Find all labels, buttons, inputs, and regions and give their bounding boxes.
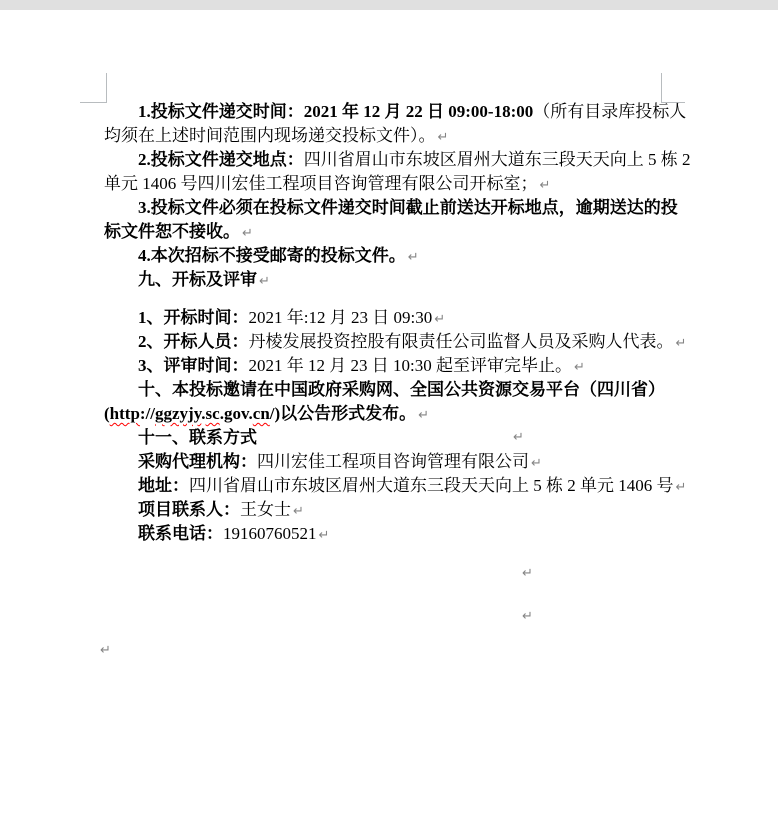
para-procurement-agency: [104, 450, 664, 474]
para-deadline-notice-line1: [104, 196, 678, 220]
para-announcement-line1: [104, 378, 664, 402]
url-segment-cn: cn: [252, 404, 270, 423]
document-body: [104, 100, 691, 546]
pilcrow-mark: ↵: [259, 274, 270, 289]
opening-time-value: 2021 年:12 月 23 日 09:30: [248, 308, 433, 327]
url-segment-gov: .gov.: [219, 404, 253, 423]
contact-phone-value: 19160760521: [223, 524, 317, 543]
bid-submission-place-label: 2.投标文件递交地点：: [138, 150, 304, 169]
pilcrow-mark: ↵: [293, 504, 304, 519]
url-segment-http: http: [109, 404, 140, 423]
editor-top-band: [0, 0, 778, 10]
para-deadline-notice-line2: [104, 220, 664, 244]
pilcrow-mark: ↵: [513, 430, 524, 445]
url-dot: .: [201, 404, 206, 423]
procurement-agency-value: 四川宏佳工程项目咨询管理有限公司: [257, 452, 529, 471]
para-bid-submission-time-line1: [104, 100, 687, 124]
no-mail-notice-text: 4.本次招标不接受邮寄的投标文件。: [138, 246, 406, 265]
heading-contact-info: [104, 426, 664, 450]
bid-submission-time-value: 2021 年 12 月 22 日 09:00-18:00: [303, 102, 534, 121]
heading-contact-info-text: 十一、联系方式: [138, 428, 257, 447]
address-label: 地址：: [138, 476, 189, 495]
para-contact-person: [104, 498, 664, 522]
text-boundary-mark-right-vertical: [661, 73, 662, 103]
review-time-label: 3、评审时间：: [138, 356, 249, 375]
pilcrow-mark: ↵: [418, 408, 430, 423]
heading-bid-opening-review-text: 九、开标及评审: [138, 270, 257, 289]
deadline-notice-end: 标文件恕不接收。: [104, 222, 240, 241]
opening-staff-label: 2、开标人员：: [138, 332, 249, 351]
pilcrow-mark: ↵: [434, 312, 446, 327]
para-review-time: [104, 354, 664, 378]
para-no-mail-notice: [104, 244, 664, 268]
contact-phone-label: 联系电话：: [138, 524, 223, 543]
url-close-paren: /): [269, 404, 281, 423]
address-value: 四川省眉山市东坡区眉州大道东三段天天向上 5 栋 2 单元 1406 号: [189, 476, 674, 495]
pilcrow-mark: ↵: [522, 566, 533, 581]
contact-person-label: 项目联系人：: [138, 500, 240, 519]
text-boundary-mark-left-horizontal: [80, 102, 107, 103]
heading-bid-opening-review: [104, 268, 664, 292]
url-open-paren: (: [104, 404, 110, 423]
para-address: [104, 474, 687, 498]
bid-submission-time-note-end: 均须在上述时间范围内现场递交投标文件）。: [104, 126, 436, 145]
procurement-agency-label: 采购代理机构：: [138, 452, 257, 471]
pilcrow-mark: ↵: [242, 226, 253, 241]
pilcrow-mark: ↵: [522, 609, 533, 624]
bid-submission-place-value-start: 四川省眉山市东坡区眉州大道东三段天天向上 5 栋 2: [303, 150, 691, 169]
url-segment-ggzyjy: ggzyjy: [155, 404, 202, 423]
pilcrow-mark: ↵: [318, 528, 330, 543]
opening-time-label: 1、开标时间：: [138, 308, 249, 327]
pilcrow-mark: ↵: [100, 643, 111, 658]
para-bid-submission-place-line1: [104, 148, 691, 172]
announcement-text-end: 以公告形式发布。: [280, 404, 417, 423]
opening-staff-value: 丹棱发展投资控股有限责任公司监督人员及采购人代表。: [248, 332, 674, 351]
bid-submission-place-value-end: 单元 1406 号四川宏佳工程项目咨询管理有限公司开标室；: [104, 174, 538, 193]
bid-submission-time-label: 1.投标文件递交时间：: [138, 102, 304, 121]
pilcrow-mark: ↵: [573, 360, 585, 375]
text-boundary-mark-left-vertical: [106, 73, 107, 103]
pilcrow-mark: ↵: [531, 456, 542, 471]
deadline-notice-start: 3.投标文件必须在投标文件递交时间截止前送达开标地点，逾期送达的投: [138, 198, 678, 217]
pilcrow-mark: ↵: [675, 336, 687, 351]
para-contact-phone: [104, 522, 664, 546]
url-separator: ://: [139, 404, 156, 423]
para-bid-submission-place-line2: [104, 172, 664, 196]
pilcrow-mark: ↵: [539, 178, 551, 193]
para-opening-staff: [104, 330, 687, 354]
bid-submission-time-note-start: （所有目录库投标人: [533, 102, 687, 121]
pilcrow-mark: ↵: [407, 250, 419, 265]
para-announcement-line2: [104, 402, 664, 426]
announcement-text-start: 十、本投标邀请在中国政府采购网、全国公共资源交易平台（四川省）: [138, 380, 665, 399]
pilcrow-mark: ↵: [437, 130, 449, 145]
url-segment-sc: sc: [205, 404, 220, 423]
para-bid-submission-time-line2: [104, 124, 664, 148]
contact-person-value: 王女士: [240, 500, 291, 519]
pilcrow-mark: ↵: [675, 480, 687, 495]
review-time-value: 2021 年 12 月 23 日 10:30 起至评审完毕止。: [248, 356, 572, 375]
para-opening-time: [104, 306, 664, 330]
